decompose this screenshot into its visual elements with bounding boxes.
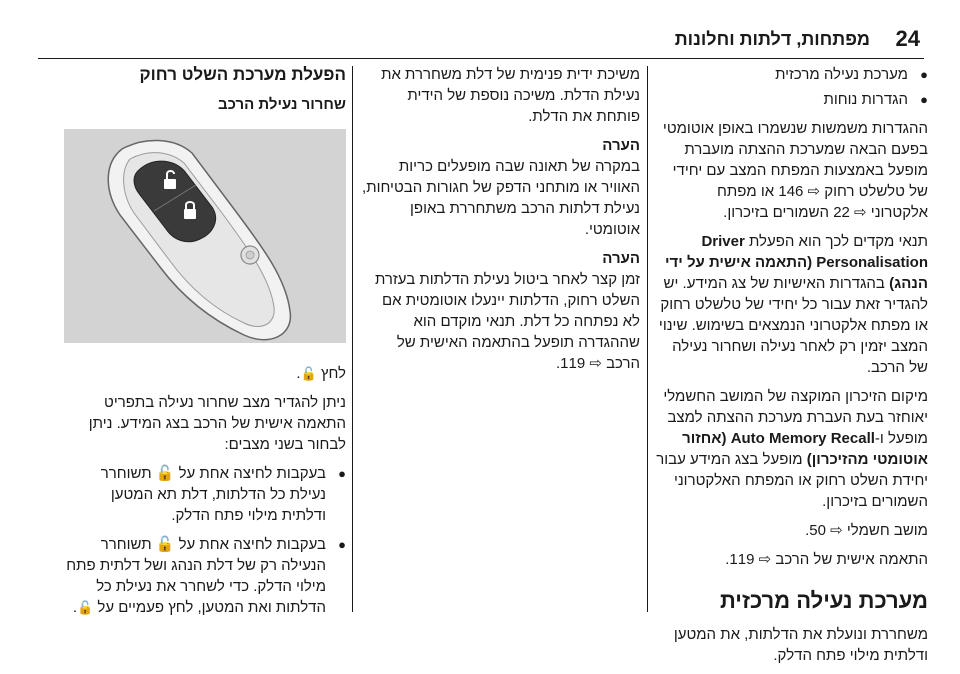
page-title: מפתחות, דלתות וחלונות — [674, 29, 870, 49]
bullet-item: ● בעקבות לחיצה אחת על 🔓 תשוחרר הנעילה רק של דלת הנהג ושל דלתית פתח מילוי הדלק. כדי לשחרר את נעילת כל הדלתות ואת המטען, לחץ פעמיים על 🔓. — [64, 534, 346, 618]
cross-reference: התאמה אישית של הרכב ⇨ 119. — [725, 551, 928, 568]
page-header — [0, 0, 960, 56]
subheading: שחרור נעילת הרכב — [218, 96, 346, 113]
cross-reference: מושב חשמלי ⇨ 50. — [805, 522, 928, 539]
flip-key-icon — [64, 129, 346, 343]
recall-label: Recall (אחזור אוטומטי מהזיכרון) — [682, 430, 928, 468]
paragraph: ניתן להגדיר מצב שחרור נעילה בתפריט התאמה אישית של הרכב בצג המידע. ניתן לבחור בשני מצבים: — [88, 394, 346, 453]
column-left — [64, 64, 346, 622]
driver-personalisation-label: Driver Personalisation (התאמה אישית על ידי הנהג) — [665, 233, 928, 292]
paragraph-personalisation: תנאי מקדים לכך הוא הפעלת Driver Personalisation (התאמה אישית על ידי הנהג) בהגדרות האישיות של צג המידע. יש להגדיר זאת עבור כל יחידי של טלשלט רחוק או מפתח אלקטרוני הנמצאים בשימוש. שינוי המצב יזמין רק לאחר נעילה ושחרור נעילה של הרכב. — [658, 233, 928, 376]
paragraph: ההגדרות משמשות שנשמרו באופן אוטומטי בפעם הבאה שמערכת ההצתה מועברת מופעל באמצעות המפתח המצב עם יחידי של טלשלט רחוק ⇨ 146 או מפתח אלקטרוני ⇨ 22 השמורים בזיכרון. — [662, 120, 928, 221]
column-right — [656, 64, 928, 674]
bullet-item: ● בעקבות לחיצה אחת על 🔓 תשוחרר נעילת כל הדלתות, דלת תא המטען ודלתית מילוי פתח הדלק. — [64, 463, 346, 526]
press-label: לחץ 🔓. — [296, 365, 346, 382]
auto-memory-label: Auto Memory — [730, 430, 827, 447]
note-text: זמן קצר לאחר ביטול נעילת הדלתות בעזרת השלט רחוק, הדלתות יינעלו אוטומטית אם לא נפתחה כל דלת. תנאי מוקדם הוא שההגדרה תופעל בהתאמה האישית של הרכב ⇨ 119. — [375, 271, 640, 372]
unlock-icon: 🔓 — [300, 366, 317, 381]
column-divider-right — [647, 66, 648, 612]
note-text: במקרה של תאונה שבה מופעלים כריות האוויר או מותחני הדפק של חגורות הבטיחות, נעילת דלתות הרכב משתחררת באופן אוטומטי. — [362, 158, 640, 238]
column-divider-left — [352, 66, 353, 612]
paragraph: משיכת ידית פנימית של דלת משחררת את נעילת הדלת. משיכה נוספת של הידית פותחת את הדלת. — [381, 66, 640, 125]
section-heading: מערכת נעילה מרכזית — [719, 588, 928, 613]
car-key-illustration — [64, 129, 346, 343]
page-number: 24 — [895, 26, 920, 51]
header-rule — [38, 58, 924, 59]
paragraph: משחררת ונועלת את הדלתות, את המטען ודלתית מילוי פתח הדלק. — [673, 626, 928, 664]
paragraph-memory: מיקום הזיכרון המוקצה של המושב החשמלי יאוחזר בעת העברת מערכת ההצתה למצב מופעל ו-Auto Memory Recall (אחזור אוטומטי מהזיכרון) מופעל בצג המידע עבור יחידת השלט רחוק או המפתח האלקטרוני השמורים בזיכרון. — [656, 388, 928, 510]
bullet-item: ● הגדרות נוחות — [656, 89, 928, 110]
column-middle — [362, 64, 640, 382]
section-heading: הפעלת מערכת השלט רחוק — [139, 65, 346, 84]
bullet-item: ● מערכת נעילה מרכזית — [656, 64, 928, 85]
note-label: הערה — [602, 250, 640, 267]
unlock-icon: 🔓 — [77, 600, 94, 615]
note-label: הערה — [602, 137, 640, 154]
